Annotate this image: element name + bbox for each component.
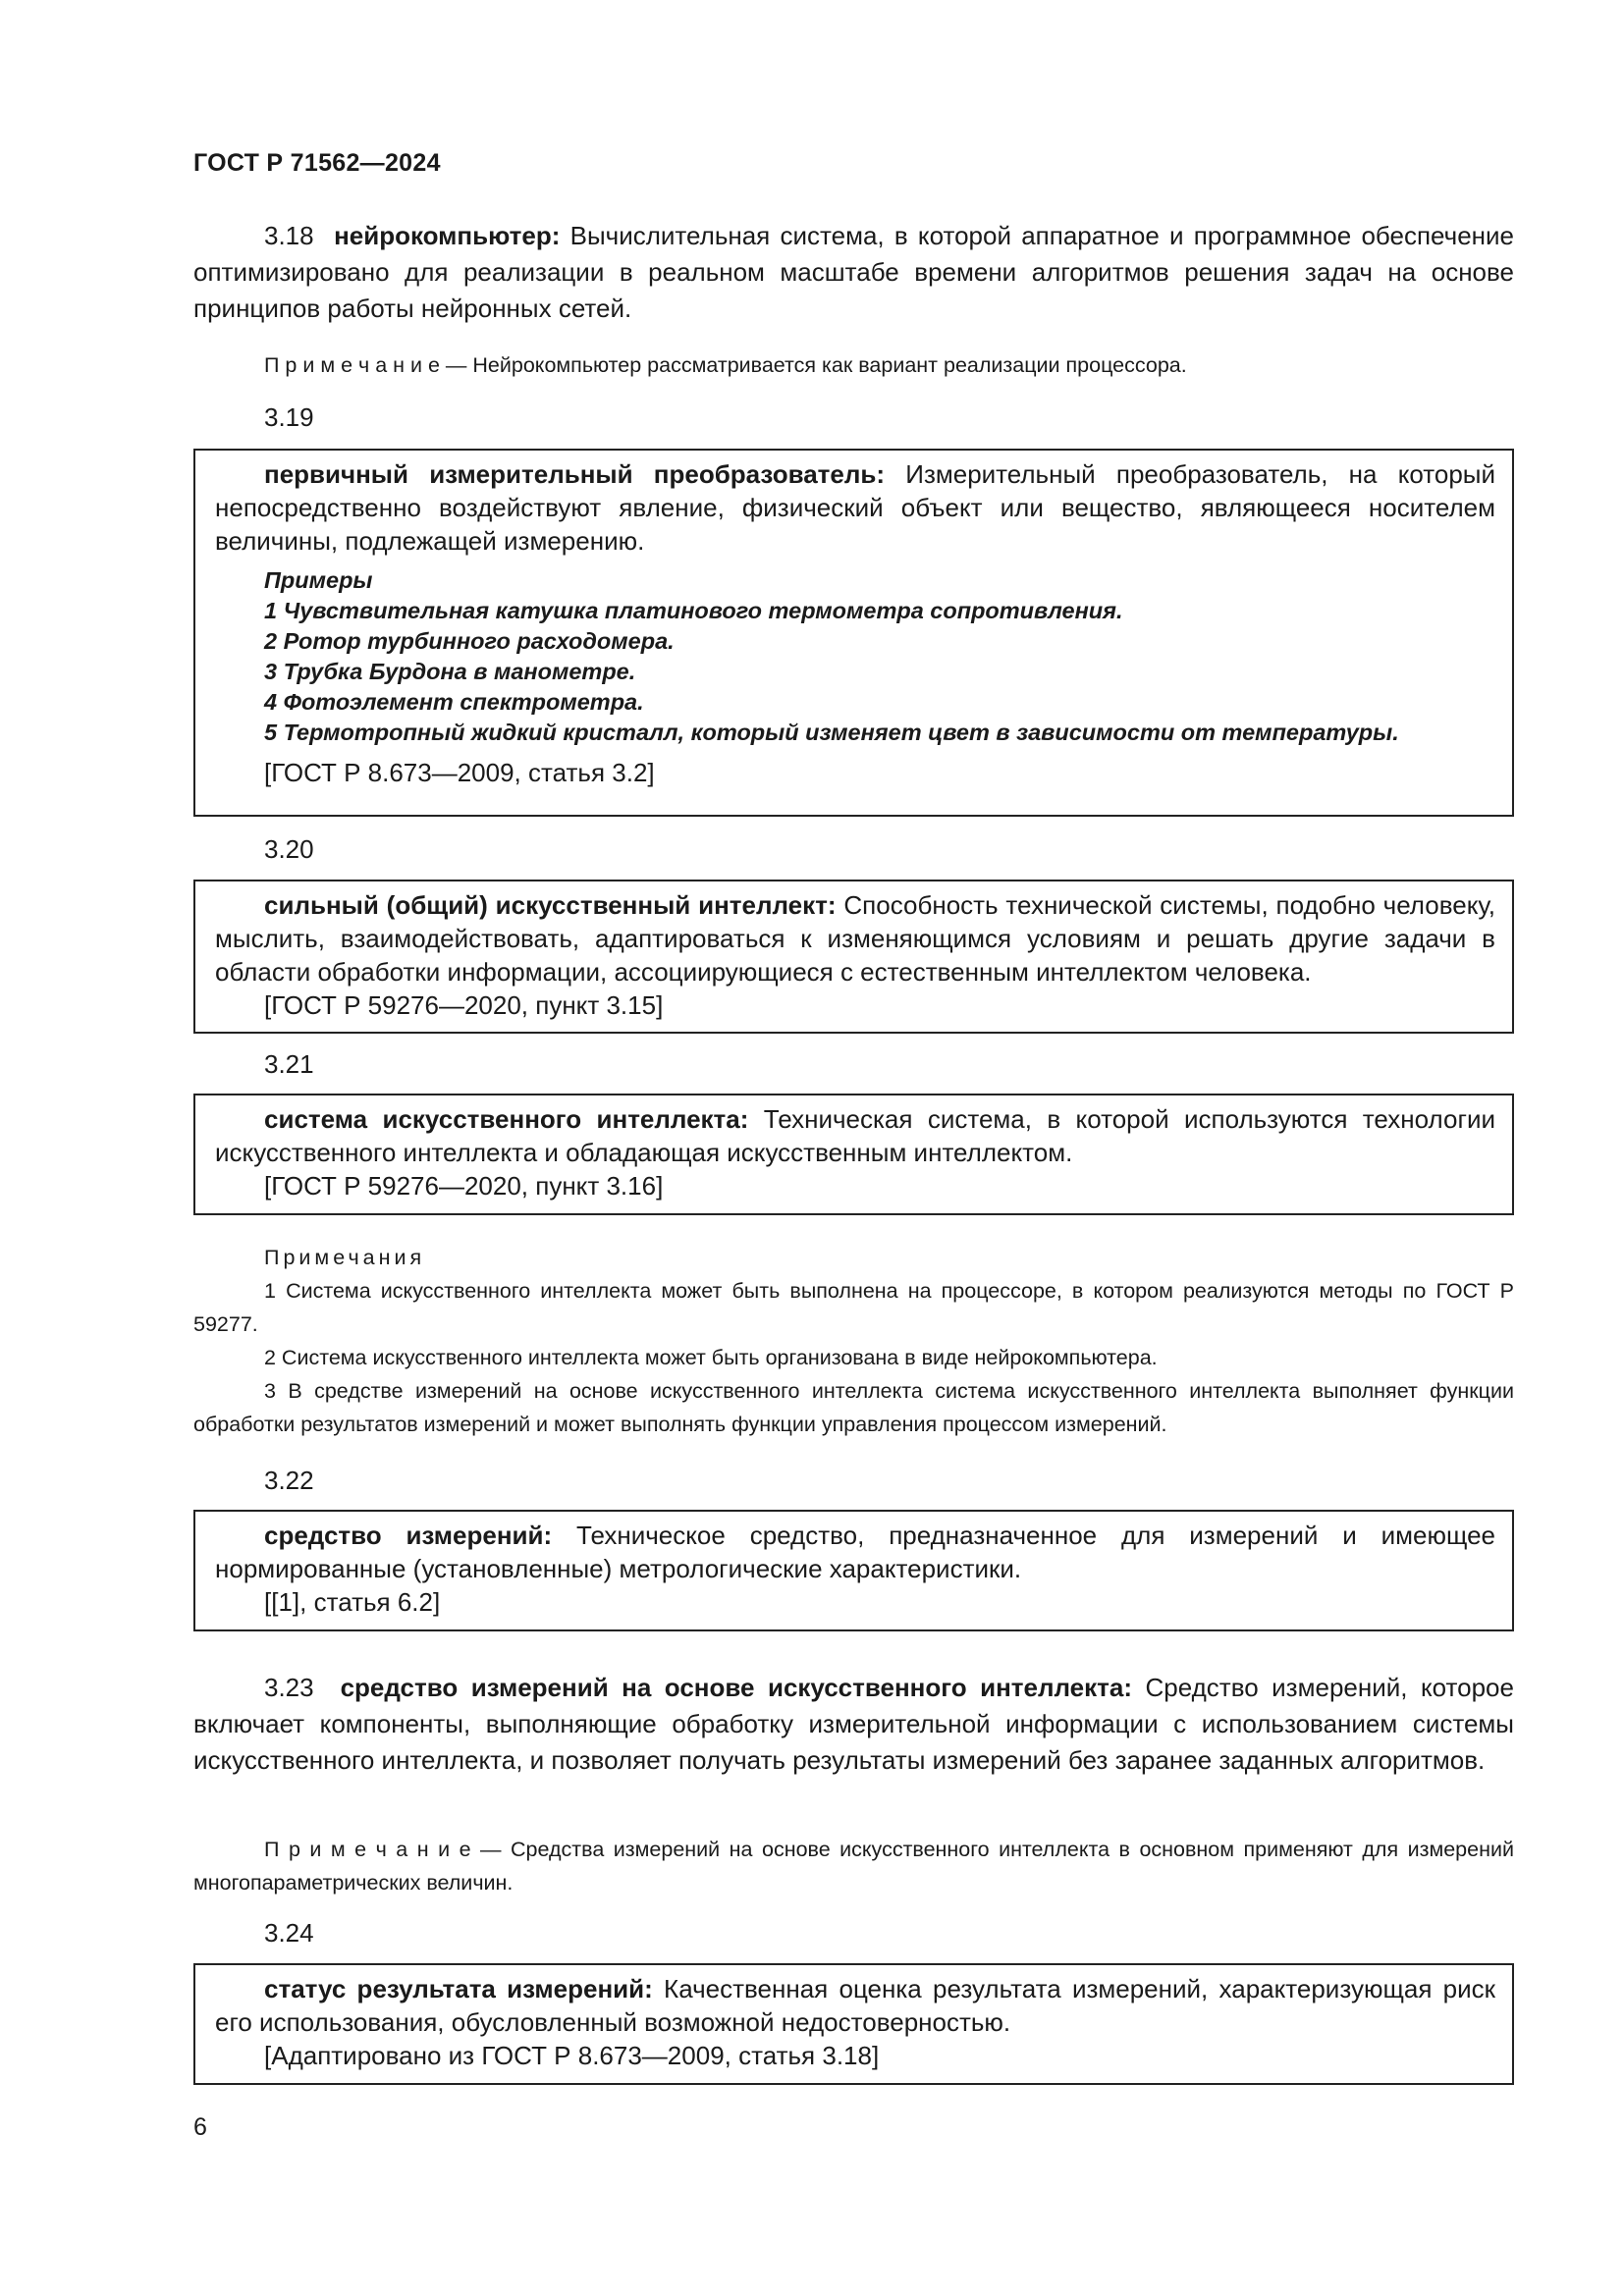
document-header: ГОСТ Р 71562—2024 (193, 149, 441, 177)
term: нейрокомпьютер: (334, 221, 561, 250)
definition-box-3-19 (193, 449, 1514, 817)
section-number-3-22: 3.22 (264, 1466, 314, 1495)
definition-paragraph (215, 1102, 1495, 1169)
section-number-3-24: 3.24 (264, 1918, 314, 1948)
section-number: 3.23 (264, 1673, 314, 1702)
term: средство измерений: (264, 1521, 553, 1550)
source-reference: [[1], статья 6.2] (264, 1587, 441, 1617)
examples-label: Примеры (264, 567, 373, 593)
section-number-3-21: 3.21 (264, 1049, 314, 1079)
section-3-18 (193, 218, 1514, 327)
definition: Техническая система, в которой используются технологии искусственного интеллекта и обладающая искусственным интеллектом. (215, 1104, 1495, 1167)
example-item: 3 Трубка Бурдона в манометре. (264, 659, 636, 684)
note-text: Нейрокомпьютер рассматривается как вариант реализации процессора. (472, 353, 1187, 377)
source-reference: [ГОСТ Р 59276—2020, пункт 3.15] (264, 990, 664, 1020)
definition-paragraph (215, 1519, 1495, 1585)
term: сильный (общий) искусственный интеллект: (264, 890, 837, 920)
definition: Способность технической системы, подобно человеку, мыслить, взаимодействовать, адаптироваться к изменяющимся условиям и решать другие задачи в области обработки информации, ассоциирующиеся с естественным интеллектом человека. (215, 890, 1495, 987)
source-reference: [ГОСТ Р 59276—2020, пункт 3.16] (264, 1171, 664, 1201)
section-number-3-20: 3.20 (264, 834, 314, 864)
definition-paragraph (215, 888, 1495, 988)
note-text: Средства измерений на основе искусственного интеллекта в основном применяют для измерений многопараметрических величин. (193, 1838, 1514, 1895)
definition-box-3-22 (193, 1510, 1514, 1631)
term: первичный измерительный преобразователь: (264, 459, 886, 489)
term: система искусственного интеллекта: (264, 1104, 749, 1134)
example-item: 1 Чувствительная катушка платинового термометра сопротивления. (264, 598, 1123, 623)
note-3-18 (193, 348, 1514, 382)
definition: Качественная оценка результата измерений, характеризующая риск его использования, обусловленный возможной недостоверностью. (215, 1974, 1496, 2037)
section-3-23 (193, 1670, 1514, 1779)
note-label: П р и м е ч а н и е — (264, 1838, 502, 1861)
definition: Измерительный преобразователь, на который непосредственно воздействуют явление, физический объект или вещество, являющееся носителем величины, подлежащей измерению. (215, 459, 1495, 556)
example-item: 2 Ротор турбинного расходомера. (264, 628, 675, 654)
notes-label: Примечания (264, 1246, 426, 1269)
source-reference: [ГОСТ Р 8.673—2009, статья 3.2] (264, 758, 655, 787)
example-item: 4 Фотоэлемент спектрометра. (264, 689, 644, 715)
section-number-3-19: 3.19 (264, 402, 314, 432)
term: средство измерений на основе искусственного интеллекта: (340, 1673, 1133, 1702)
definition-paragraph (215, 1972, 1495, 2039)
note-item: 3 В средстве измерений на основе искусственного интеллекта система искусственного интеллекта выполняет функции обработки результатов измерений и может выполнять функции управления процессом измерений. (193, 1379, 1514, 1436)
examples (215, 565, 1495, 748)
note-3-23 (193, 1833, 1514, 1899)
definition: Техническое средство, предназначенное для измерений и имеющее нормированные (установленные) метрологические характеристики. (215, 1521, 1495, 1583)
definition-box-3-21 (193, 1094, 1514, 1215)
source-reference: [Адаптировано из ГОСТ Р 8.673—2009, статья 3.18] (264, 2041, 880, 2070)
notes-3-21 (193, 1241, 1514, 1441)
note-item: 1 Система искусственного интеллекта может быть выполнена на процессоре, в котором реализуются методы по ГОСТ Р 59277. (193, 1279, 1514, 1336)
definition-box-3-24 (193, 1963, 1514, 2085)
note-item: 2 Система искусственного интеллекта может быть организована в виде нейрокомпьютера. (264, 1346, 1158, 1369)
definition-paragraph (215, 457, 1495, 558)
definition: Вычислительная система, в которой аппаратное и программное обеспечение оптимизировано для реализации в реальном масштабе времени алгоритмов решения задач на основе принципов работы нейронных сетей. (193, 221, 1514, 323)
note-label: П р и м е ч а н и е — (264, 353, 467, 377)
definition: Средство измерений, которое включает компоненты, выполняющие обработку измерительной информации с использованием системы искусственного интеллекта, и позволяет получать результаты измерений без заранее заданных алгоритмов. (193, 1673, 1514, 1775)
term: статус результата измерений: (264, 1974, 653, 2003)
definition-box-3-20 (193, 880, 1514, 1034)
section-number: 3.18 (264, 221, 314, 250)
example-item: 5 Термотропный жидкий кристалл, который изменяет цвет в зависимости от температуры. (264, 720, 1399, 745)
page-number: 6 (193, 2113, 207, 2141)
